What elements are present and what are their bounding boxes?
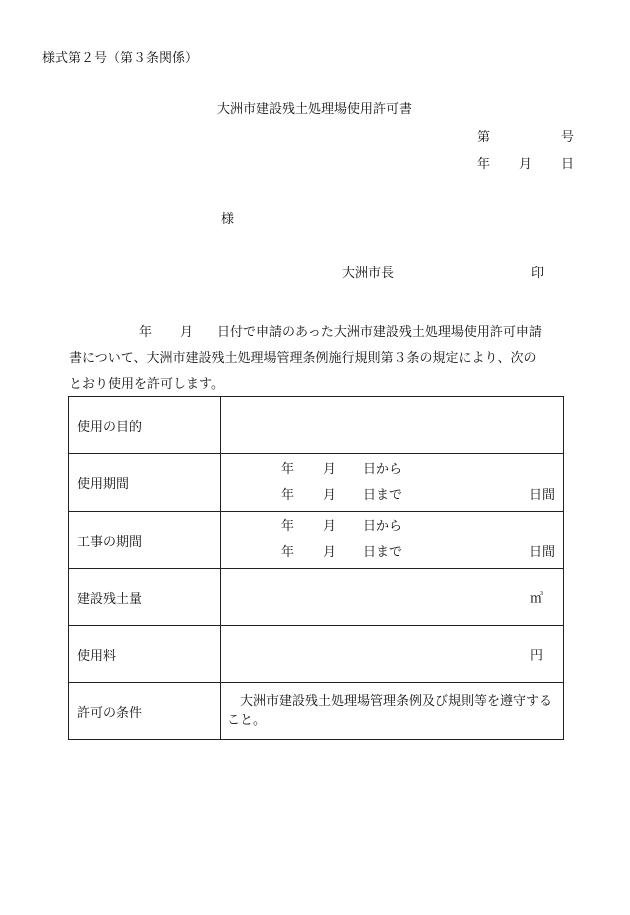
- use-start-day: 日から: [363, 461, 403, 477]
- purpose-value: [221, 397, 564, 454]
- use-end-year: 年: [281, 487, 295, 503]
- statement-line-2: 書について、大洲市建設残土処理場管理条例施行規則第３条の規定により、次の: [69, 351, 537, 366]
- permit-details-table: [68, 396, 564, 740]
- use-period-end: [221, 483, 563, 509]
- permit-statement: [69, 320, 564, 398]
- use-period-days: 日間: [528, 487, 555, 503]
- statement-line-1-rest: 日付で申請のあった大洲市建設残土処理場使用許可申請: [217, 325, 542, 340]
- construction-period-days: 日間: [528, 545, 555, 560]
- table-row-use-period: [69, 454, 564, 512]
- number-prefix: 第: [477, 130, 491, 145]
- construction-end-month: 月: [323, 545, 337, 560]
- purpose-label: 使用の目的: [69, 397, 221, 454]
- addressee-suffix: 様: [221, 212, 235, 227]
- form-number-label: 様式第２号（第３条関係）: [42, 51, 199, 66]
- use-period-value: [221, 454, 564, 512]
- seal-mark: 印: [531, 266, 545, 281]
- use-start-month: 月: [323, 461, 337, 477]
- fee-label: 使用料: [69, 626, 221, 683]
- use-end-day: 日まで: [363, 487, 403, 503]
- construction-period-start: [221, 514, 563, 540]
- soil-volume-unit: ㎥: [529, 591, 543, 607]
- construction-start-day: 日から: [363, 519, 403, 534]
- document-title: 大洲市建設残土処理場使用許可書: [217, 102, 413, 117]
- issuer-name: 大洲市長: [342, 266, 395, 281]
- construction-period-value: [221, 512, 564, 569]
- conditions-text: 大洲市建設残土処理場管理条例及び規則等を遵守すること。: [227, 694, 553, 728]
- use-period-start: [221, 457, 563, 483]
- construction-end-year: 年: [281, 545, 295, 560]
- date-day: 日: [561, 157, 575, 172]
- date-year: 年: [477, 157, 491, 172]
- table-row-construction-period: [69, 512, 564, 569]
- conditions-cell: [221, 683, 564, 740]
- construction-period-label: 工事の期間: [69, 512, 221, 569]
- use-end-month: 月: [323, 487, 337, 503]
- conditions-label: 許可の条件: [69, 683, 221, 740]
- fee-value: [221, 626, 564, 683]
- construction-start-month: 月: [323, 519, 337, 534]
- number-suffix: 号: [561, 130, 575, 145]
- construction-period-end: [221, 540, 563, 566]
- statement-line-3: とおり使用を許可します。: [69, 377, 224, 392]
- table-row-conditions: [69, 683, 564, 740]
- date-month: 月: [519, 157, 533, 172]
- soil-volume-value: [221, 569, 564, 626]
- use-period-label: 使用期間: [69, 454, 221, 512]
- fee-unit: 円: [529, 648, 543, 664]
- use-start-year: 年: [281, 461, 295, 477]
- statement-year: 年: [139, 325, 153, 340]
- table-row-fee: [69, 626, 564, 683]
- construction-start-year: 年: [281, 519, 295, 534]
- table-row-soil-volume: [69, 569, 564, 626]
- soil-volume-label: 建設残土量: [69, 569, 221, 626]
- statement-line-1: [69, 320, 564, 346]
- table-row-purpose: [69, 397, 564, 454]
- construction-end-day: 日まで: [363, 545, 403, 560]
- statement-month: 月: [180, 325, 194, 340]
